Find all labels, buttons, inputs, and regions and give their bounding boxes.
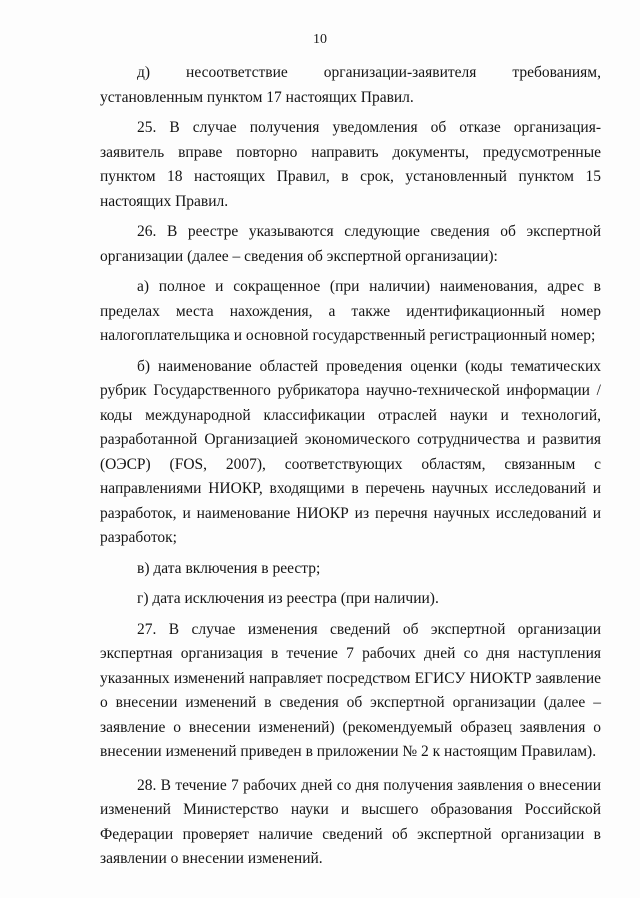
paragraph-27: 27. В случае изменения сведений об экспертной организации экспертная организация в течение 7 рабочих дней со дня наступления указанных изменений направляет посредством ЕГИСУ НИОКТР заявление о внесении изменений в сведения об экспертной организации (далее – заявление о внесении изменений) (рекомендуемый образец заявления о внесении изменений приведен в приложении № 2 к настоящим Правилам). [100,620,601,760]
paragraph-26: 26. В реестре указываются следующие сведения об экспертной организации (далее – сведения об экспертной организации): [100,223,601,265]
paragraph-item-g: г) дата исключения из реестра (при наличии). [137,590,439,607]
document-body [100,61,601,872]
paragraph-item-a: а) полное и сокращенное (при наличии) наименования, адрес в пределах места нахождения, а также идентификационный номер налогоплательщика и основной государственный регистрационный номер; [100,278,601,344]
paragraph-28: 28. В течение 7 рабочих дней со дня получения заявления о внесении изменений Министерство науки и высшего образования Российской Федерации проверяет наличие сведений об экспертной организации в заявлении о внесении изменений. [100,776,601,867]
paragraph-item-d: д) несоответствие организации-заявителя требованиям, установленным пунктом 17 настоящих Правил. [100,64,601,106]
paragraph-item-v: в) дата включения в реестр; [137,559,321,577]
paragraph-25: 25. В случае получения уведомления об отказе организация-заявитель вправе повторно направить документы, предусмотренные пунктом 18 настоящих Правил, в срок, установленный пунктом 15 настоящих Правил. [100,119,601,210]
page-number: 10 [313,32,327,47]
paragraph-item-b: б) наименование областей проведения оценки (коды тематических рубрик Государственного рубрикатора научно-технической информации / коды международной классификации отраслей науки и технологий, разработанной Организацией экономического сотрудничества и развития (ОЭСР) (FOS, 2007), соответствующих областям, связанным с направлениями НИОКР, входящими в перечень научных исследований и разработок, и наименование НИОКР из перечня научных исследований и разработок; [100,357,601,546]
